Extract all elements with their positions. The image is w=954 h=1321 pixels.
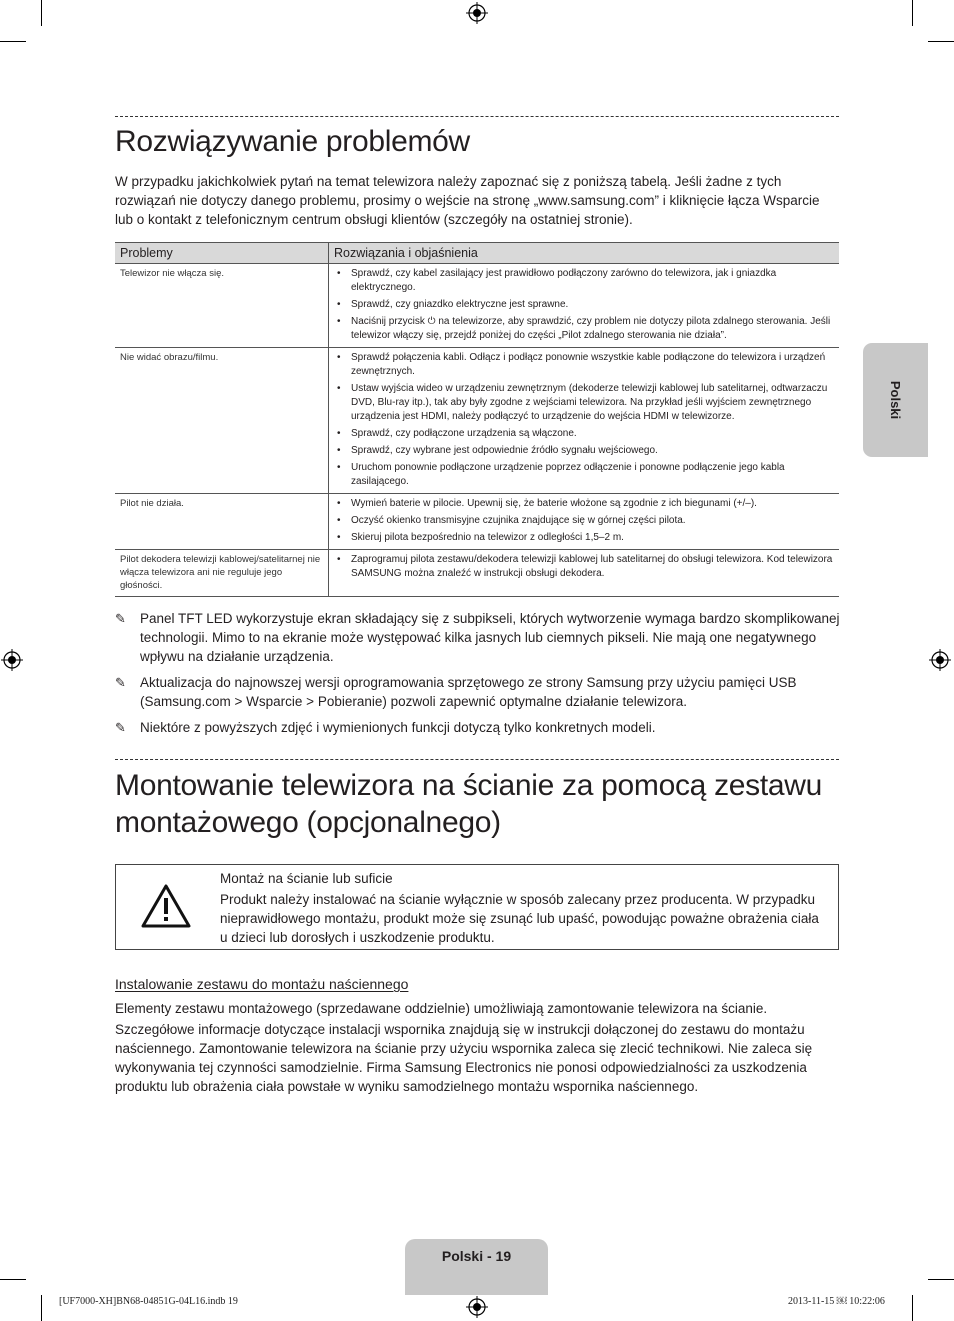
section-title-wall-mount xyxy=(115,767,822,841)
note-pencil-icon: ✎ xyxy=(115,720,126,735)
column-header-problems: Problemy xyxy=(115,243,329,264)
registration-mark-icon xyxy=(466,2,488,24)
list-item: • Uruchom ponownie podłączone urządzenie poprzez odłączenie i ponowne podłączenie jego kabla zasilającego. xyxy=(351,461,834,489)
footer-file-info: [UF7000-XH]BN68-04851G-04L16.indb 19 xyxy=(59,1296,238,1307)
table-row xyxy=(115,348,839,494)
solutions-list xyxy=(351,497,834,545)
note-text: Panel TFT LED wykorzystuje ekran składający się z subpikseli, których wytworzenie wymaga bardzo skomplikowanej technologii. Mimo to na ekranie może występować kilka jasnych lub ciemnych pikseli. Nie mają one negatywnego wpływu na działanie urządzenia. xyxy=(140,611,840,664)
side-tab-label: Polski xyxy=(888,380,903,420)
list-item: • Ustaw wyjścia wideo w urządzeniu zewnętrznym (dekoderze telewizji kablowej lub satelitarnej, odtwarzaczu DVD, Blu-ray itp.), tak aby były zgodne z wejściami telewizora. Na przykład jeśli wyjściem zewnętrznego urządzenia jest HDMI, należy podłączyć to urządzenie do wejścia HDMI w telewizorze. xyxy=(351,382,834,424)
list-item: • Oczyść okienko transmisyjne czujnika znajdujące się w górnej części pilota. xyxy=(351,514,834,528)
list-item: • Naciśnij przycisk ⏻ na telewizorze, aby sprawdzić, czy problem nie dotyczy pilota zdalnego sterowania. Jeśli telewizor włączy się, przejdź poniżej do części „Pilot zdalnego sterowania nie działa”. xyxy=(351,315,834,343)
note-item xyxy=(115,718,835,738)
note-text: Aktualizacja do najnowszej wersji oprogramowania sprzętowego ze strony Samsung przy użyciu pamięci USB (Samsung.com > Wsparcie > Pobieranie) pozwoli zapewnić optymalne działanie telewizora. xyxy=(140,675,797,709)
solutions-cell xyxy=(329,348,840,494)
note-item xyxy=(115,609,840,667)
warning-box xyxy=(115,864,839,950)
table-row xyxy=(115,264,839,348)
problem-cell: Nie widać obrazu/filmu. xyxy=(115,348,329,494)
section-title-line: montażowego (opcjonalnego) xyxy=(115,806,501,839)
registration-mark-icon xyxy=(929,649,951,671)
crop-mark xyxy=(41,0,42,26)
language-side-tab xyxy=(863,343,928,457)
list-item: • Sprawdź, czy gniazdko elektryczne jest sprawne. xyxy=(351,298,834,312)
crop-mark xyxy=(41,1295,42,1321)
note-pencil-icon: ✎ xyxy=(115,611,126,626)
crop-mark xyxy=(0,1279,26,1280)
crop-mark xyxy=(912,0,913,26)
registration-mark-icon xyxy=(466,1296,488,1318)
list-item: • Sprawdź połączenia kabli. Odłącz i podłącz ponownie wszystkie kable podłączone do telewizora i urządzeń zewnętrznych. xyxy=(351,351,834,379)
note-text: Niektóre z powyższych zdjęć i wymienionych funkcji dotyczą tylko konkretnych modeli. xyxy=(140,720,656,735)
solutions-list xyxy=(351,553,834,581)
table-header-row xyxy=(115,243,839,264)
table-row xyxy=(115,494,839,550)
section-divider xyxy=(115,116,839,117)
body-paragraph: Szczegółowe informacje dotyczące instalacji wspornika znajdują się w instrukcji dołączonej do zestawu do montażu naściennego. Zamontowanie telewizora na ścianie przy użyciu wspornika zaleca się zlecić technikowi. Nie zaleca się wykonywania tej czynności samodzielnie. Firma Samsung Electronics nie ponosi odpowiedzialności za uszkodzenia produktu lub obrażenia ciała powstałe w wyniku samodzielnego montażu wspornika naściennego. xyxy=(115,1022,813,1094)
section-title-line: Montowanie telewizora na ścianie za pomocą zestawu xyxy=(115,769,823,802)
column-header-solutions: Rozwiązania i objaśnienia xyxy=(329,243,840,264)
intro-paragraph: W przypadku jakichkolwiek pytań na temat telewizora należy zapoznać się z poniższą tabelą. Jeśli żadne z tych rozwiązań nie dotyczy danego problemu, prosimy o wejście na stronę „www.samsung.com” i kliknięcie łącza Wsparcie lub o kontakt z telefonicznym centrum obsługi klientów (szczegóły na ostatniej stronie). xyxy=(115,174,820,227)
list-item: • Sprawdź, czy kabel zasilający jest prawidłowo podłączony zarówno do telewizora, jak i gniazdka elektrycznego. xyxy=(351,267,834,295)
solutions-cell xyxy=(329,264,840,348)
solutions-cell xyxy=(329,494,840,550)
section-title-troubleshooting: Rozwiązywanie problemów xyxy=(115,125,470,158)
body-paragraph: Elementy zestawu montażowego (sprzedawane oddzielnie) umożliwiają zamontowanie telewizora na ścianie. xyxy=(115,1001,768,1016)
crop-mark xyxy=(928,41,954,42)
troubleshooting-table xyxy=(115,242,839,597)
page-number: Polski - 19 xyxy=(405,1239,548,1295)
subheading-wall-mount-install: Instalowanie zestawu do montażu naściennego xyxy=(115,976,409,992)
list-item: • Wymień baterie w pilocie. Upewnij się, że baterie włożone są zgodnie z ich biegunami (+/–). xyxy=(351,497,834,511)
registration-mark-icon xyxy=(1,649,23,671)
list-item: • Sprawdź, czy wybrane jest odpowiednie źródło sygnału wejściowego. xyxy=(351,444,834,458)
section-divider xyxy=(115,759,839,760)
list-item: • Sprawdź, czy podłączone urządzenia są włączone. xyxy=(351,427,834,441)
note-item xyxy=(115,673,835,713)
warning-text: Produkt należy instalować na ścianie wyłącznie w sposób zalecany przez producenta. W przypadku nieprawidłowego montażu, produkt może się zsunąć lub upaść, powodując poważne obrażenia ciała u dzieci lub dorosłych i uszkodzenie produktu. xyxy=(220,892,819,945)
footer-timestamp: 2013-11-15 ￼ 10:22:06 xyxy=(788,1296,885,1307)
problem-cell: Pilot dekodera telewizji kablowej/satelitarnej nie włącza telewizora ani nie reguluje jego głośności. xyxy=(115,550,329,597)
problem-cell: Pilot nie działa. xyxy=(115,494,329,550)
crop-mark xyxy=(0,41,26,42)
table-row xyxy=(115,550,839,597)
warning-triangle-icon xyxy=(140,883,192,929)
solutions-list xyxy=(351,351,834,489)
list-item: • Zaprogramuj pilota zestawu/dekodera telewizji kablowej lub satelitarnej do obsługi telewizora. Kod telewizora SAMSUNG można znaleźć w instrukcji obsługi dekodera. xyxy=(351,553,834,581)
warning-heading: Montaż na ścianie lub suficie xyxy=(220,871,393,886)
crop-mark xyxy=(912,1295,913,1321)
crop-mark xyxy=(928,1279,954,1280)
list-item: • Skieruj pilota bezpośrednio na telewizor z odległości 1,5–2 m. xyxy=(351,531,834,545)
note-pencil-icon: ✎ xyxy=(115,675,126,690)
problem-cell: Telewizor nie włącza się. xyxy=(115,264,329,348)
solutions-cell xyxy=(329,550,840,597)
solutions-list xyxy=(351,267,834,343)
